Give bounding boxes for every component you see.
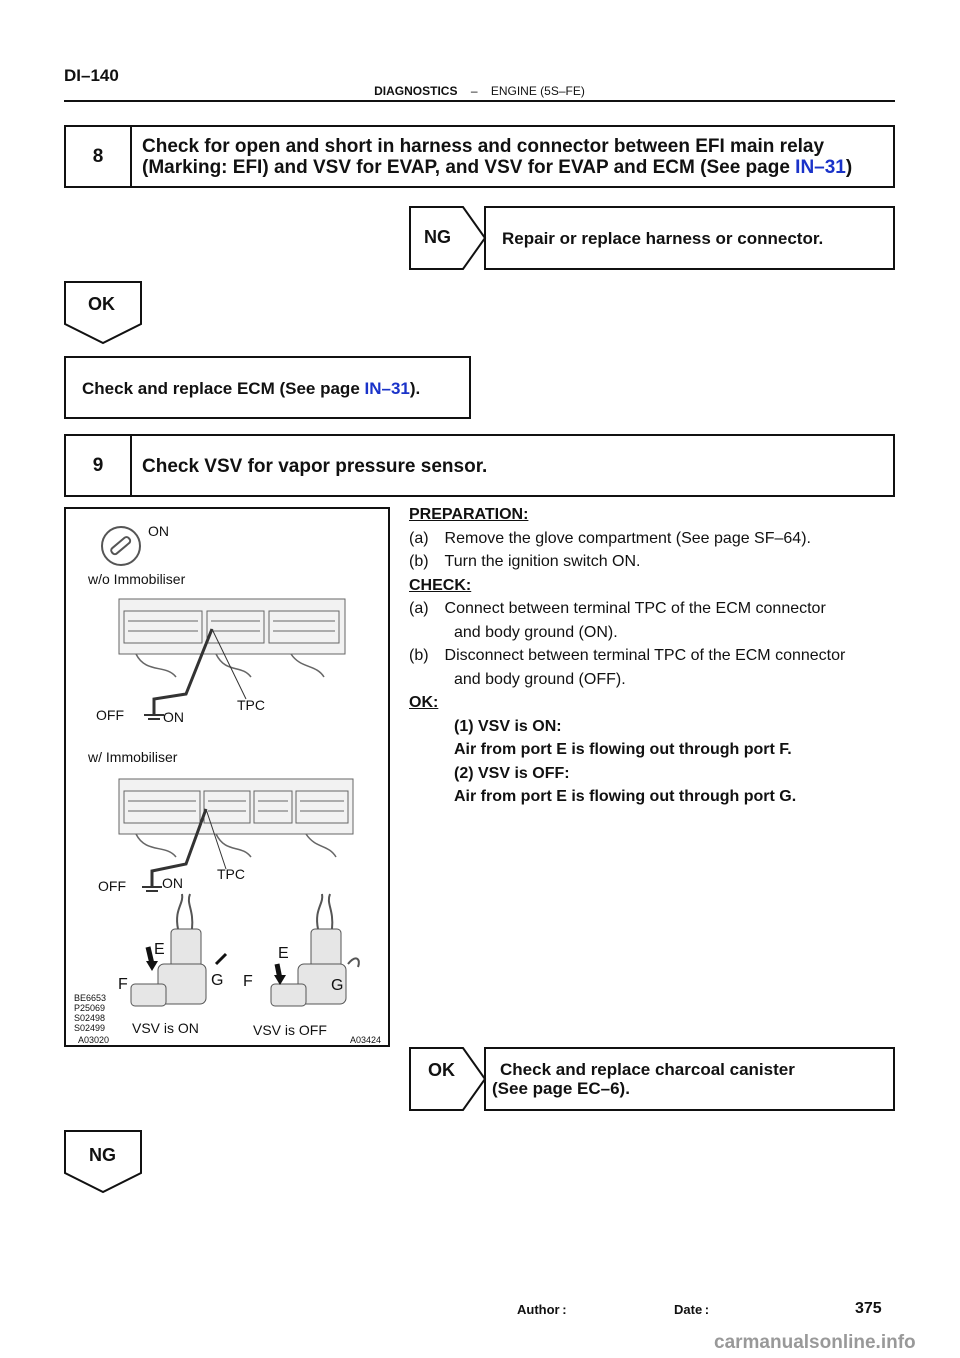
- header-rule: [64, 100, 895, 102]
- check-title: CHECK:: [409, 576, 472, 594]
- fig-tpc-1: TPC: [237, 697, 265, 713]
- prep-title: PREPARATION:: [409, 506, 529, 523]
- header-engine: ENGINE (5S–FE): [490, 84, 585, 98]
- link-in-31-ecm[interactable]: IN–31: [364, 379, 410, 398]
- fig-w-immobiliser: w/ Immobiliser: [88, 749, 178, 765]
- ok-result-text-2: Check and replace charcoal canister (See page EC–6).: [492, 1060, 795, 1098]
- fig-port-e-off: E: [278, 945, 289, 962]
- header-sep: –: [470, 84, 478, 98]
- ok-label-2: OK: [428, 1060, 455, 1080]
- prep-a: (a) Remove the glove compartment (See page SF–64).: [409, 529, 811, 547]
- fig-port-e-on: E: [154, 941, 165, 958]
- page-header-title: [64, 84, 895, 98]
- ecm-box: [64, 356, 471, 419]
- fig-port-g-off: G: [331, 977, 344, 994]
- ecm-connector-wo-immobiliser: [119, 599, 345, 719]
- fig-vsv-on-caption: VSV is ON: [132, 1020, 199, 1036]
- figure-box: [64, 507, 390, 1047]
- step-9-number: 9: [66, 436, 132, 495]
- footer-author: Author :: [517, 1302, 567, 1317]
- page-code: DI–140: [64, 66, 119, 85]
- figure-drawing: [66, 509, 388, 1045]
- ok-cond-2: (2) VSV is OFF:: [454, 764, 570, 782]
- ok-cond-1-detail: Air from port E is flowing out through port F.: [454, 741, 792, 758]
- footer-date: Date :: [674, 1302, 710, 1317]
- fig-off-2: OFF: [98, 878, 126, 894]
- ok-title: OK:: [409, 694, 439, 711]
- ok-label-1: OK: [88, 294, 115, 314]
- step-8-text: [142, 136, 881, 178]
- link-in-31[interactable]: IN–31: [795, 157, 846, 178]
- step-8-line2: (Marking: EFI) and VSV for EVAP, and VSV for EVAP and ECM (See page IN–31): [142, 157, 853, 178]
- fig-code-list: BE6653 P25069 S02498 S02499: [74, 993, 107, 1033]
- fig-port-f-off: F: [243, 973, 253, 990]
- fig-off-1: OFF: [96, 707, 124, 723]
- fig-port-f-on: F: [118, 976, 128, 993]
- ng-result-text-1: Repair or replace harness or connector.: [502, 229, 824, 248]
- fig-tpc-2: TPC: [217, 866, 245, 882]
- fig-code-a03424: A03424: [350, 1035, 382, 1045]
- ok-result-box-2: [484, 1047, 895, 1111]
- step-8-box: [64, 125, 895, 188]
- step-8-number: 8: [66, 127, 132, 186]
- step-8-line1: Check for open and short in harness and connector between EFI main relay: [142, 136, 825, 157]
- ng-result-box-1: [484, 206, 895, 270]
- prep-b: (b) Turn the ignition switch ON.: [409, 553, 641, 570]
- ignition-switch-icon: [102, 527, 140, 565]
- ok-cond-1: (1) VSV is ON:: [454, 717, 562, 735]
- fig-port-g-on: G: [211, 972, 224, 989]
- ng-label-2: NG: [89, 1145, 116, 1165]
- fig-vsv-off-caption: VSV is OFF: [253, 1022, 327, 1038]
- fig-on-top: ON: [148, 523, 169, 539]
- fig-on-1: ON: [163, 709, 184, 725]
- watermark: carmanualsonline.info: [714, 1332, 916, 1353]
- ok-cond-2-detail: Air from port E is flowing out through port G.: [454, 788, 797, 805]
- step-9-box: [64, 434, 895, 497]
- ecm-text: Check and replace ECM (See page IN–31).: [82, 379, 421, 398]
- step-9-text: Check VSV for vapor pressure sensor.: [142, 456, 488, 477]
- check-b2: and body ground (OFF).: [454, 670, 626, 688]
- check-b1: (b) Disconnect between terminal TPC of the ECM connector: [409, 647, 846, 664]
- fig-code-a03020: A03020: [78, 1035, 110, 1045]
- header-section: DIAGNOSTICS: [374, 84, 458, 98]
- fig-wo-immobiliser: w/o Immobiliser: [88, 571, 186, 587]
- footer-page-number: 375: [855, 1300, 882, 1317]
- check-a1: (a) Connect between terminal TPC of the ECM connector: [409, 600, 826, 617]
- ng-label-1: NG: [424, 227, 451, 247]
- check-a2: and body ground (ON).: [454, 623, 618, 641]
- fig-on-2: ON: [162, 875, 183, 891]
- procedure-text: [409, 503, 845, 809]
